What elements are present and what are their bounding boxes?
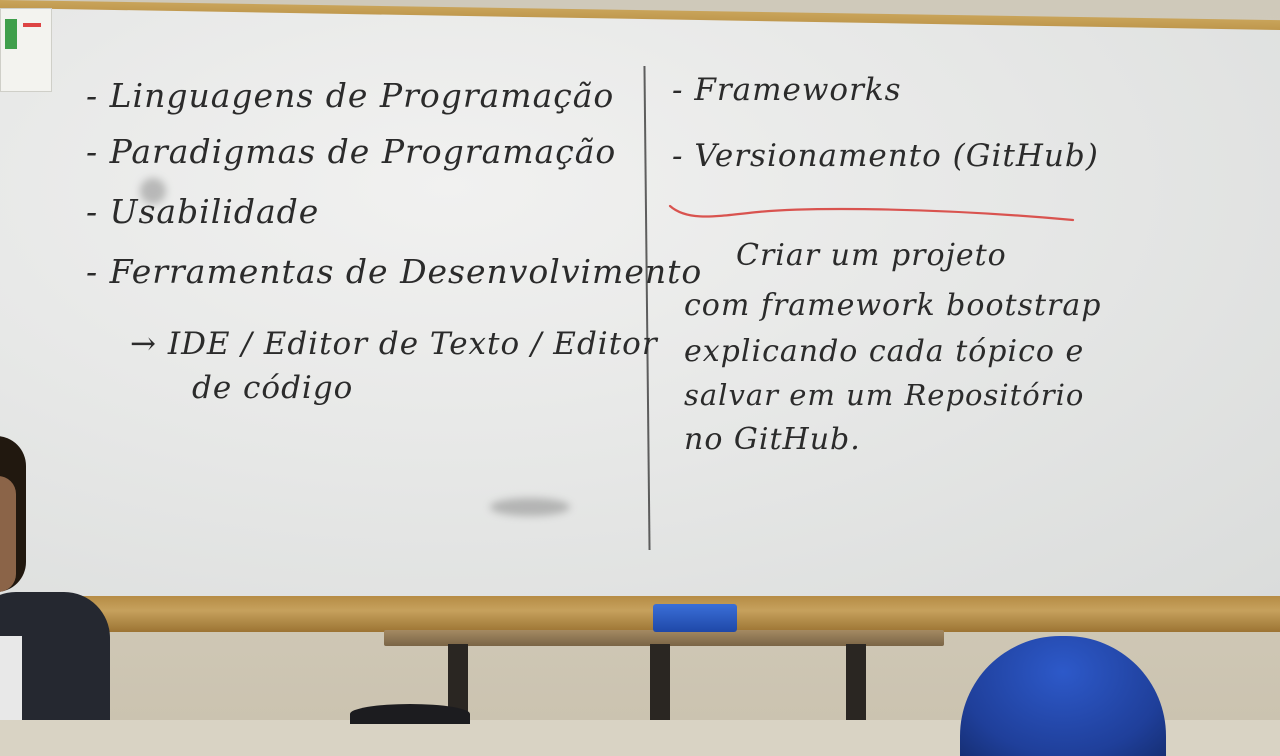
task-line-1: Criar um projeto [736,238,1007,273]
task-line-4: salvar em um Repositório [684,378,1085,412]
sticker-logo-icon [5,19,17,49]
person-face [0,476,16,592]
whiteboard-frame-bottom [0,596,1280,632]
foreground-object [350,704,470,724]
topic-usabilidade: - Usabilidade [86,192,320,231]
wall-sticker [0,8,52,92]
person-collar [0,636,22,720]
whiteboard-eraser [653,604,737,632]
task-line-3: explicando cada tópico e [684,334,1085,369]
subtopic-codigo: de código [192,370,354,406]
tray-leg [846,644,866,720]
tray-leg [650,644,670,720]
topic-ferramentas: - Ferramentas de Desenvolvimento [86,252,703,291]
subtopic-ide: → IDE / Editor de Texto / Editor [130,326,658,362]
topic-frameworks: - Frameworks [672,72,902,108]
marker-smudge [490,498,570,516]
red-underline [668,200,1078,224]
sticker-detail [23,23,41,27]
topic-versionamento: - Versionamento (GitHub) [672,138,1099,174]
topic-linguagens: - Linguagens de Programação [86,76,615,115]
task-line-5: no GitHub. [684,422,861,457]
task-line-2: com framework bootstrap [684,288,1102,323]
topic-paradigmas: - Paradigmas de Programação [86,132,617,171]
